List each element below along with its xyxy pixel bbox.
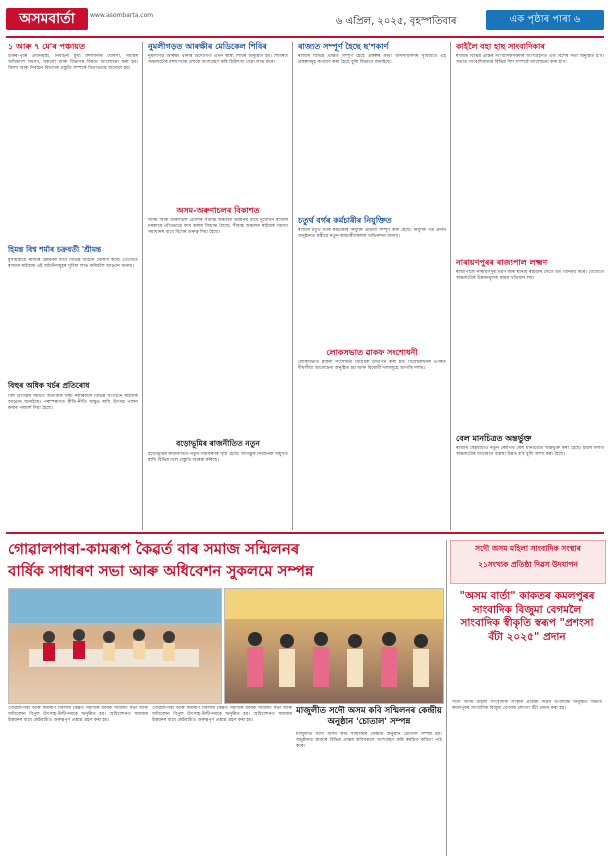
column-divider	[292, 42, 293, 530]
website-tagline: www.asombarta.com	[90, 12, 154, 19]
article-2-title: নুমলীগড়ত আৰক্ষীৰ মেডিকেল শিবিৰ	[148, 42, 267, 51]
banner-body-col1: গোৱালপাৰা আৰু কামৰূপ জিলাৰ কৈৱৰ্ত সমাজৰ বাৰ্ষিক সাধাৰণ সভা আৰু অধিবেশন বিপুল উৎসাহ-উদ্দীপনাৰে অনুষ্ঠিত হয়। অধিবেশনত সমাজৰ উন্নয়নৰ বাবে কেইবাটাও গুৰুত্বপূৰ্ণ প্ৰস্তাৱ গ্ৰহণ কৰা হয়।	[8, 706, 148, 724]
article-2-body: নুমলীগড় আৰক্ষী থানাৰ উদ্যোগত এখন স্বাস্থ্য শিবিৰ অনুষ্ঠিত হয়। শিবিৰত অঞ্চলটোৰ বহুসংখ্যক লোকে অংশগ্ৰহণ কৰি চিকিৎসা সেৱা লাভ কৰে।	[148, 54, 288, 66]
article-12-body: ৰাজ্যৰ কেইবাটাও নতুন ৰেলপথ ৰেল মানচিত্ৰত অন্তৰ্ভুক্ত কৰা হৈছে। ইয়াৰ ফলত অঞ্চলটোৰ যাতায়াত ব্যৱস্থা উন্নত হ'ব বুলি আশা কৰা হৈছে।	[456, 446, 604, 458]
column-divider	[446, 540, 447, 856]
article-11-body: লোকসভাত ৱাকফ সংশোধনী বিধেয়ক উত্থাপন কৰা হয়। বিধেয়কখনৰ ওপৰত দীঘলীয়া আলোচনা অনুষ্ঠিত হয় আৰু বিৰোধী দলসমূহে আপত্তি দৰ্শায়।	[298, 360, 446, 372]
side-feature-kicker-line1: সদৌ অসম মহিলা সাংবাদিক সংস্থাৰ	[475, 544, 581, 553]
side-feature-headline: "অসম বাৰ্তা" কাকতৰ কমলপুৰৰ সাংবাদিক বিজুমা বেগমলৈ সাংবাদিক স্বীকৃতি স্বৰূপ "প্ৰশংসা বঁটা ২০২৫" প্ৰদান	[459, 590, 595, 643]
article-12-title: বেল মানচিত্ৰত অন্তৰ্ভুক্ত	[456, 434, 532, 443]
issue-date: ৬ এপ্ৰিল, ২০২৫, বৃহস্পতিবাৰ	[336, 16, 457, 27]
article-8-body: ৰাজ্যপালে নাৰায়ণপুৰ ভ্ৰমণ কৰি স্থানীয় ৰাইজৰ সৈতে মত বিনিময় কৰে। তেখেতে অঞ্চলটোৰ উন্নয়নমূলক কামৰ খতিয়ান লয়।	[456, 270, 604, 282]
banner-body-col2: গোৱালপাৰা আৰু কামৰূপ জিলাৰ কৈৱৰ্ত সমাজৰ বাৰ্ষিক সাধাৰণ সভা আৰু অধিবেশন বিপুল উৎসাহ-উদ্দীপনাৰে অনুষ্ঠিত হয়। অধিবেশনত সমাজৰ উন্নয়নৰ বাবে কেইবাটাও গুৰুত্বপূৰ্ণ প্ৰস্তাৱ গ্ৰহণ কৰা হয়।	[152, 706, 292, 724]
article-9-title: বিহুৰ অধিক খৰ্চৰ প্ৰতিৰোধ	[8, 381, 90, 390]
article-3-title: ৰাজ্যত সম্পূৰ্ণ হৈছে ছ'শকাৰ্ণ	[298, 42, 389, 51]
article-11-title: লোকসভাত ৱাকফ সংশোধনী	[326, 348, 418, 357]
article-6-body: অসম আৰু অৰুণাচল প্ৰদেশৰ সীমান্ত অঞ্চলৰ উন্নয়নৰ বাবে দুয়োখন ৰাজ্যৰ চৰকাৰে যৌথভাৱে কাম কৰাৰ সিদ্ধান্ত লৈছে। সীমান্ত অঞ্চলৰ ৰাইজৰ সমস্যা সমাধানৰ বাবে বিশেষ গুৰুত্ব দিয়া হৈছে।	[148, 218, 288, 236]
page-label: এক পৃষ্ঠাৰ পাৰা ৬	[486, 10, 604, 30]
masthead-rule	[6, 36, 604, 38]
article-1-body: উত্তৰ-পূবৰ প্ৰধানমন্ত্ৰী, নিৰ্বাচনী মুখ্য ফলাফলৰ ঘোষণা, সমষ্টিৰ অধিকাংশ সমস্যা, সকলো আৰু বিভাগৰ বিষয়ে আলোচনা কৰা হয়। জিলা আৰু নিৰ্বাচন বিভাগৰ প্ৰস্তুতি সম্পৰ্কে বিতংভাৱে জনোৱা হয়।	[8, 54, 138, 72]
side-feature-kicker-box	[450, 540, 606, 584]
side-feature-body: সদৌ অসম মহিলা সাংবাদিক সংস্থাৰ প্ৰতিষ্ঠা দিৱস উপলক্ষে অনুষ্ঠিত সভাত কমলপুৰৰ সাংবাদিক বিজুমা বেগমক প্ৰশংসা বঁটা প্ৰদান কৰা হয়।	[452, 700, 602, 712]
article-10-title: বড়োভূমিৰ ৰাজনীতিত নতুন	[176, 439, 260, 448]
article-4-body: ৰাজ্যৰ বিভিন্ন প্ৰান্তৰ সাংবাদিকসকলৰ অংশগ্ৰহণত এক বিশেষ সভা অনুষ্ঠিত হ'ব। সভাত সাংবাদিকতাৰ বিভিন্ন দিশ সম্পৰ্কে আলোচনা কৰা হ'ব।	[456, 54, 604, 66]
article-9-body: বিহু উৎসৱৰ সময়ত অত্যধিক খৰচ নকৰিবলৈ বিভিন্ন সংগঠনে ৰাইজক আহ্বান জনাইছে। পৰম্পৰাগত ৰীতি-নীতি অক্ষুণ্ণ ৰাখি উৎসৱ পালন কৰাৰ পৰামৰ্শ দিয়া হৈছে।	[8, 394, 138, 412]
banner-headline-line2: বাৰ্ষিক সাধাৰণ সভা আৰু অধিবেশন সুকলমে সম্পন্ন	[8, 562, 314, 580]
article-3-body: ৰাজ্যৰ বিভিন্ন প্ৰান্তত সম্পূৰ্ণ হৈছে প্ৰকল্পৰ কাম। জনসাধাৰণৰ সুবিধাৰ্থে এই প্ৰকল্পসমূহ ৰূপায়ণ কৰা হৈছে বুলি বিভাগে জনাইছে।	[298, 54, 446, 66]
article-10-body: বড়োভূমিৰ ৰাজনীতিত নতুন সমীকৰণৰ সৃষ্টি হৈছে। আগন্তুক নিৰ্বাচনক সন্মুখত ৰাখি বিভিন্ন দলে প্ৰস্তুতি আৰম্ভ কৰিছে।	[148, 452, 288, 464]
event-photo-1	[8, 588, 222, 704]
section-divider	[6, 532, 604, 534]
article-5-body: মুখ্যমন্ত্ৰীয়ে ৰাজ্যৰ উন্নয়নৰ বাবে বিভিন্ন আঁচনি ঘোষণা কৰে। তেখেতে ৰাজ্যৰ ৰাইজক এই আঁচনিসমূহৰ সুবিধা লাভ কৰিবলৈ আহ্বান জনায়।	[8, 258, 138, 270]
event-photo-2	[224, 588, 444, 704]
article-4-title: কাইলৈ বহা হাছ সাংবাদিকাৰ	[456, 42, 545, 51]
article-7-title: চতুৰ্থ বৰ্গৰ কৰ্মচাৰীৰ নিযুক্তিত	[298, 216, 392, 225]
article-7-body: ৰাজ্যৰ চতুৰ্থ বৰ্গৰ কৰ্মচাৰীৰ নিযুক্তি প্ৰক্ৰিয়া সম্পূৰ্ণ কৰা হৈছে। নিযুক্তি পত্ৰ প্ৰদান অনুষ্ঠানত মন্ত্ৰীয়ে নতুন কৰ্মচাৰীসকলক অভিনন্দন জনায়।	[298, 228, 446, 240]
article-5-title: হিমন্ত বিশ্ব শৰ্মাৰ চক্ৰবৰ্তী 'শ্ৰীমন্ত	[8, 245, 102, 254]
article-1-title: ১ আৰু ৭ মে'ৰ পঞ্চায়ত	[8, 42, 85, 51]
banner-headline-line1: গোৱালপাৰা-কামৰূপ কৈৱৰ্ত বাৰ সমাজ সন্মিলনৰ	[8, 540, 300, 558]
article-6-title: অসম-অৰুণাচলৰ বিকাশত	[176, 206, 260, 215]
sub-story-body: মাজুলীত সদৌ অসম কবি সন্মিলনৰ কেন্দ্ৰীয় অনুষ্ঠান চোতাল সম্পন্ন হয়। অনুষ্ঠানত ৰাজ্যৰ বিভিন্ন প্ৰান্তৰ কবিসকলে অংশগ্ৰহণ কৰি স্বৰচিত কবিতা পাঠ কৰে।	[296, 732, 442, 750]
article-8-title: নাৰায়ণপুৰৰ ৰাজ্যপাল লক্ষ্মণ	[456, 258, 548, 267]
event-photo-1-illustration	[9, 589, 221, 703]
event-photo-2-illustration	[225, 589, 443, 703]
masthead	[6, 8, 604, 38]
sub-story-headline: মাজুলীত সদৌ অসম কবি সন্মিলনৰ কেন্দ্ৰীয় অনুষ্ঠান 'চোতাল' সম্পন্ন	[296, 706, 442, 727]
column-divider	[450, 42, 451, 530]
side-feature-kicker-line2: ২১সংখ্যক প্ৰতিষ্ঠা দিৱস উদযাপন	[478, 560, 578, 569]
column-divider	[142, 42, 143, 530]
newspaper-logo: অসমবাৰ্তা	[6, 8, 88, 30]
